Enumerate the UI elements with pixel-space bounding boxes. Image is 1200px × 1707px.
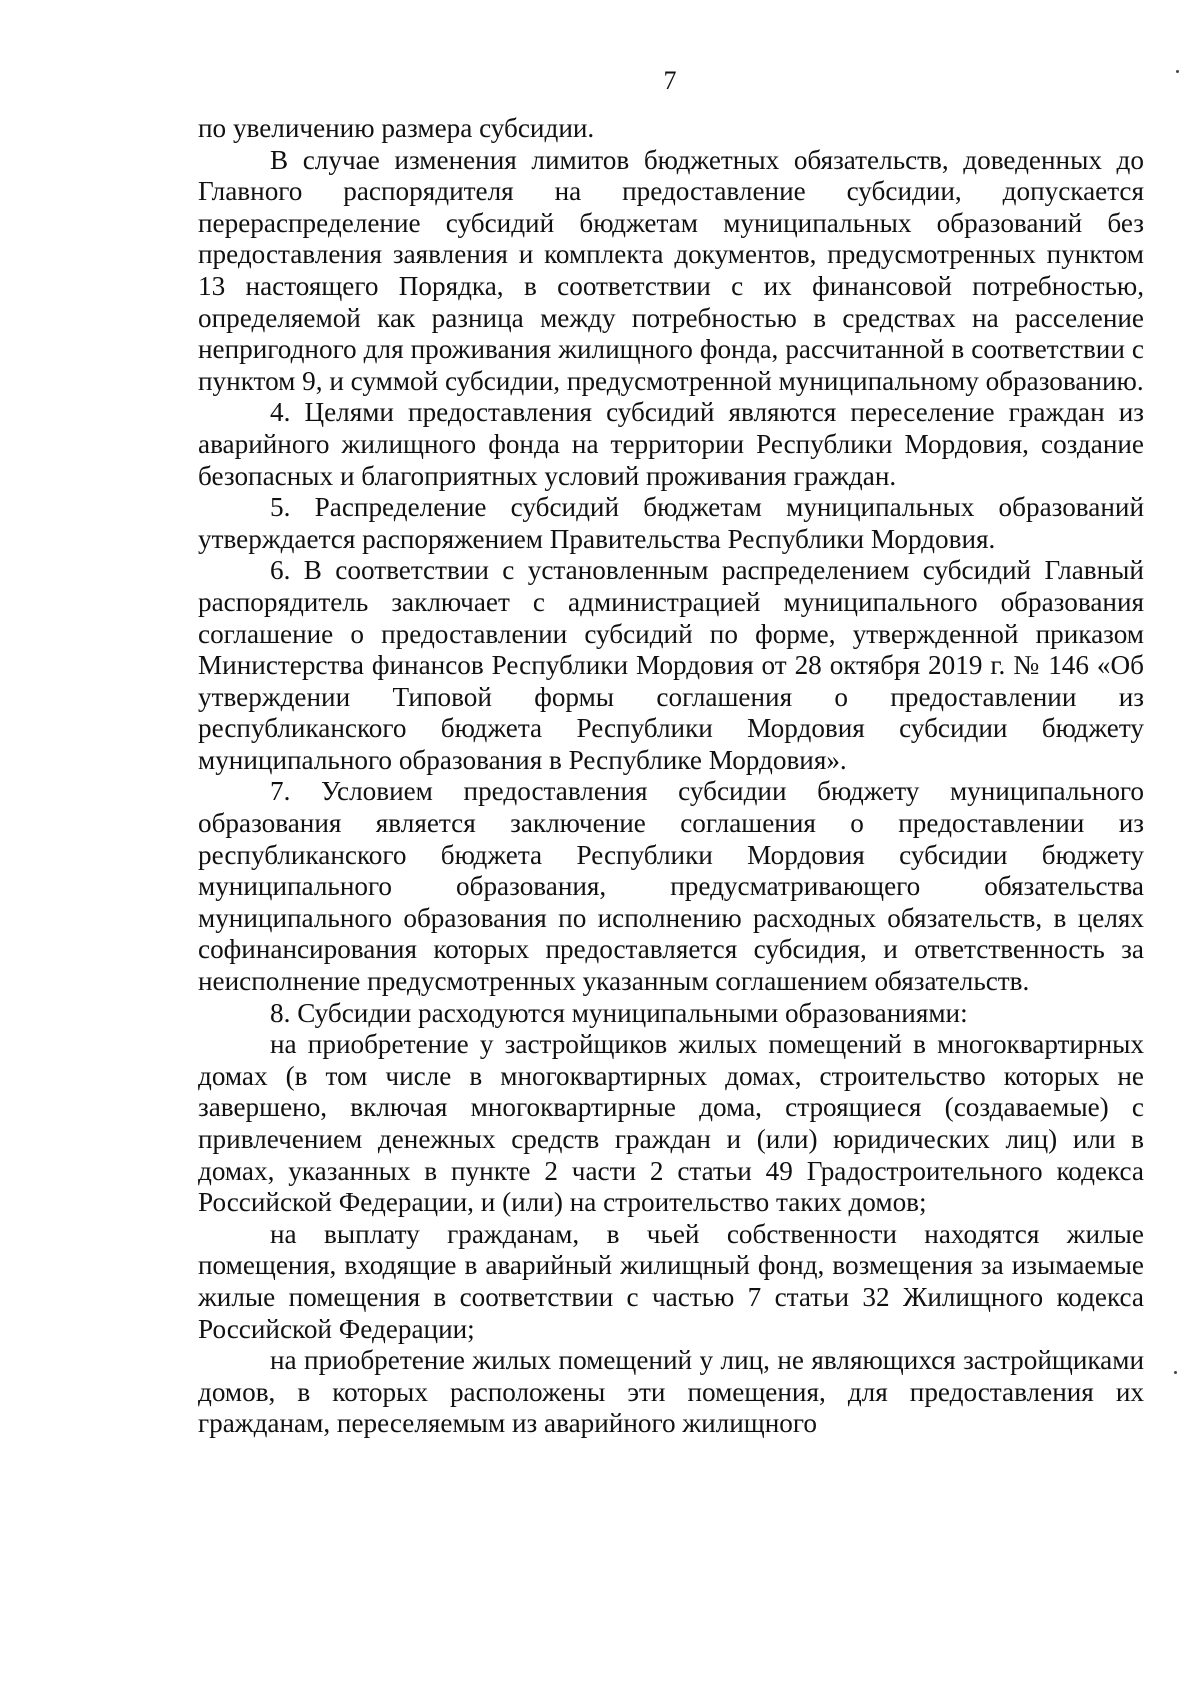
paragraph-continuation: по увеличению размера субсидии. bbox=[198, 113, 595, 143]
document-body bbox=[198, 113, 1144, 1440]
paragraph-item-5: 5. Распределение субсидий бюджетам муниципальных образований утверждается распоряжением Правительства Республики Мордовия. bbox=[198, 492, 1144, 554]
paragraph-item-6: 6. В соответствии с установленным распределением субсидий Главный распорядитель заключает с администрацией муниципального образования соглашение о предоставлении субсидий по форме, утвержденной приказом Министерства финансов Республики Мордовия от 28 октября 2019 г. № 146 «Об утверждении Типовой формы соглашения о предоставлении из республиканского бюджета Республики Мордовия субсидии бюджету муниципального образования в Республике Мордовия». bbox=[198, 555, 1144, 775]
paragraph-limits-change: В случае изменения лимитов бюджетных обязательств, доведенных до Главного распорядителя на предоставление субсидии, допускается перераспределение субсидий бюджетам муниципальных образований без предоставления заявления и комплекта документов, предусмотренных пунктом 13 настоящего Порядка, в соответствии с их финансовой потребностью, определяемой как разница между потребностью в средствах на расселение непригодного для проживания жилищного фонда, рассчитанной в соответствии с пунктом 9, и суммой субсидии, предусмотренной муниципальному образованию. bbox=[198, 144, 1144, 396]
paragraph-purpose-purchase: на приобретение у застройщиков жилых помещений в многоквартирных домах (в том числе в многоквартирных домах, строительство которых не завершено, включая многоквартирные дома, строящиеся (создаваемые) с привлечением денежных средств граждан и (или) юридических лиц) или в домах, указанных в пункте 2 части 2 статьи 49 Градостроительного кодекса Российской Федерации, и (или) на строительство таких домов; bbox=[198, 1029, 1144, 1218]
paragraph-item-8: 8. Субсидии расходуются муниципальными образованиями: bbox=[270, 997, 968, 1028]
paragraph-purpose-compensation: на выплату гражданам, в чьей собственности находятся жилые помещения, входящие в аварийный жилищный фонд, возмещения за изымаемые жилые помещения в соответствии с частью 7 статьи 32 Жилищного кодекса Российской Федерации; bbox=[198, 1218, 1144, 1344]
scan-artifact bbox=[1176, 70, 1179, 73]
paragraph-purpose-acquisition: на приобретение жилых помещений у лиц, не являющихся застройщиками домов, в которых расположены эти помещения, для предоставления их гражданам, переселяемым из аварийного жилищного bbox=[198, 1345, 1144, 1439]
page-number: 7 bbox=[663, 66, 677, 95]
paragraph-item-7: 7. Условием предоставления субсидии бюджету муниципального образования является заключение соглашения о предоставлении из республиканского бюджета Республики Мордовия субсидии бюджету муниципального образования, предусматривающего обязательства муниципального образования по исполнению расходных обязательств, в целях софинансирования которых предоставляется субсидия, и ответственность за неисполнение предусмотренных указанным соглашением обязательств. bbox=[198, 776, 1144, 997]
scan-artifact bbox=[1174, 1371, 1177, 1374]
paragraph-item-4: 4. Целями предоставления субсидий являются переселение граждан из аварийного жилищного фонда на территории Республики Мордовия, создание безопасных и благоприятных условий проживания граждан. bbox=[198, 397, 1144, 491]
